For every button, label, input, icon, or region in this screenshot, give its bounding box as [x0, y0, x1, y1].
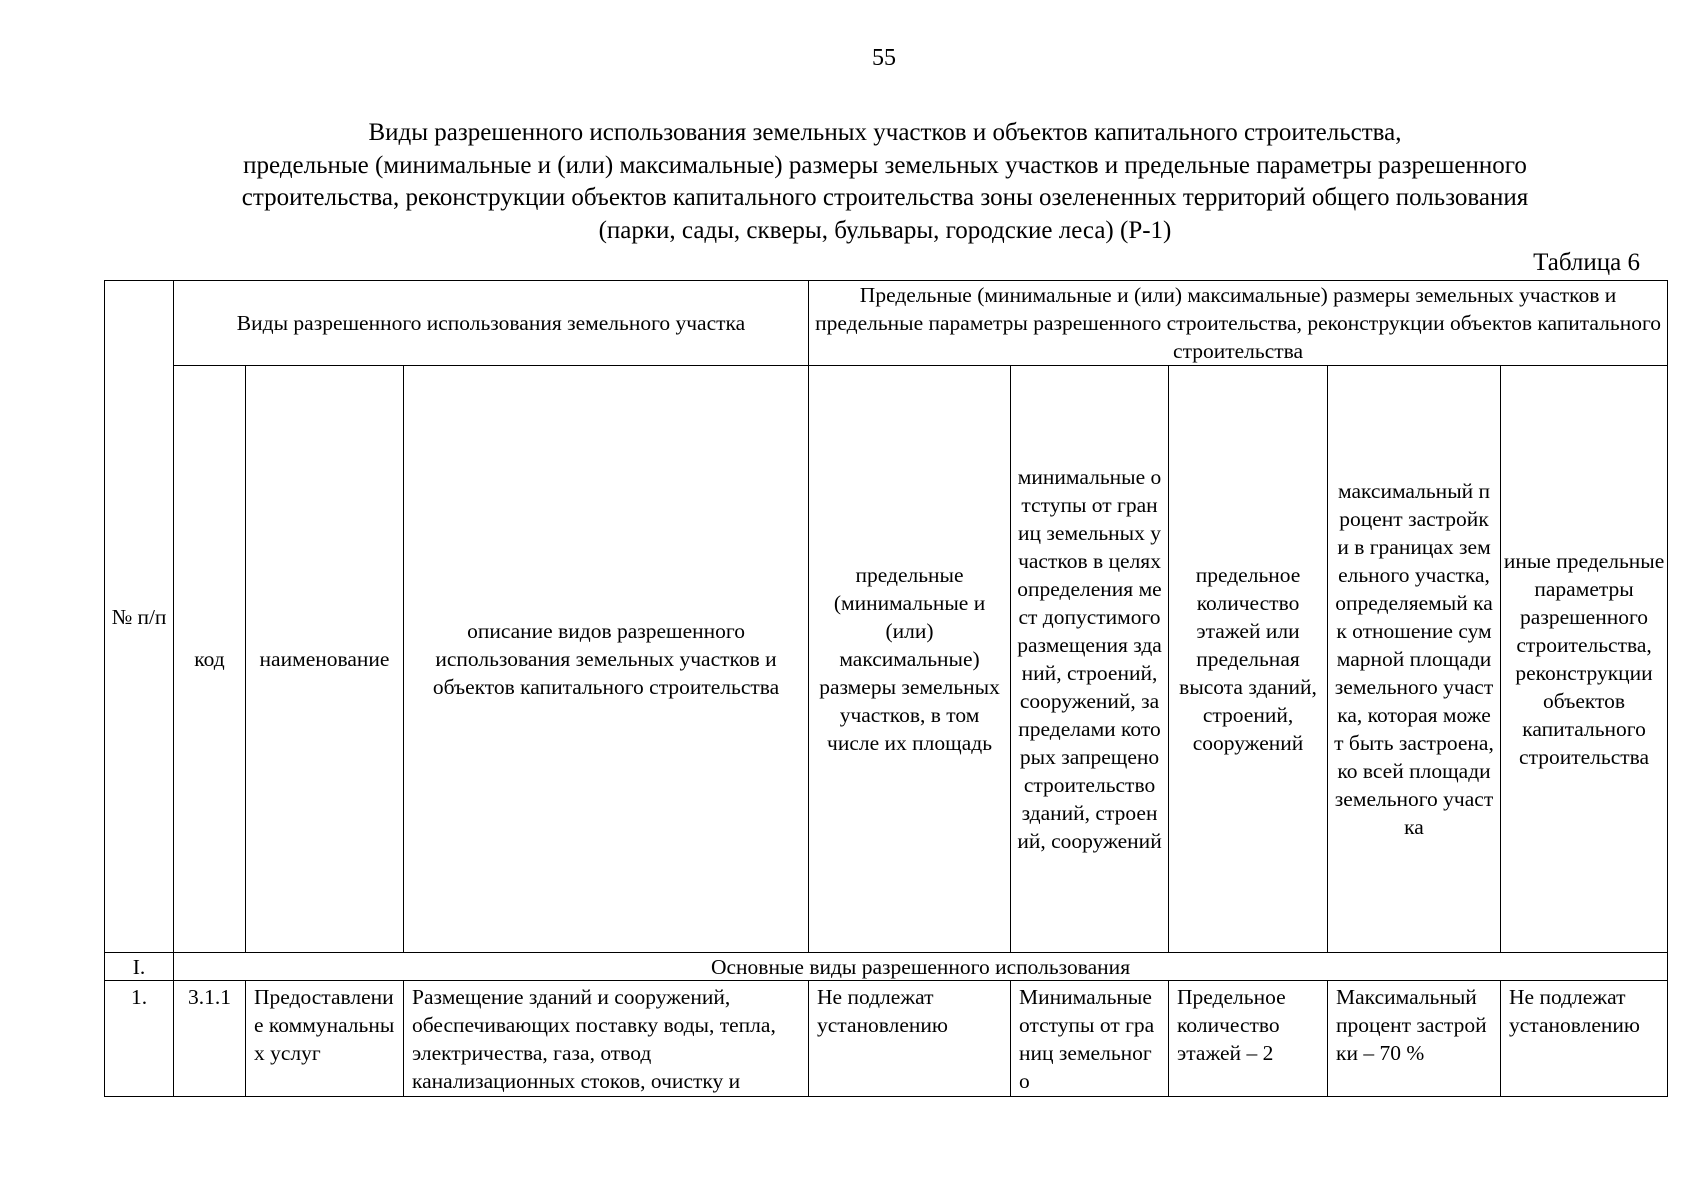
table-row — [105, 981, 1668, 1097]
title-line: Виды разрешенного использования земельных участков и объектов капитального строительства, — [368, 119, 1402, 146]
title-line: (парки, сады, скверы, бульвары, городские леса) (Р-1) — [598, 216, 1172, 244]
header-floors: предельное количество этажей или предельная высота зданий, строений, сооружений — [1169, 366, 1328, 953]
page-number: 55 — [872, 45, 896, 71]
header-num: № п/п — [105, 281, 174, 953]
document-title — [120, 117, 1650, 247]
title-line: строительства, реконструкции объектов капитального строительства зоны озелененных территорий общего пользования — [241, 184, 1529, 211]
row-floors: Предельное количество этажей – 2 — [1169, 981, 1328, 1097]
header-coverage: максимальный процент застройки в границах земельного участка, определяемый как отношение суммарной площади земельного участка, которая может быть застроена, ко всей площади земельного участка — [1328, 366, 1501, 953]
header-other: иные предельные параметры разрешенного строительства, реконструкции объектов капитального строительства — [1501, 366, 1668, 953]
section-row — [105, 953, 1668, 981]
row-name: Предоставление коммунальных услуг — [246, 981, 404, 1097]
title-line: предельные (минимальные и (или) максимальные) размеры земельных участков и предельные параметры разрешенного — [243, 151, 1527, 179]
regulations-table — [104, 280, 1668, 1097]
table-number: Таблица 6 — [1533, 249, 1640, 276]
header-size: предельные (минимальные и (или) максимальные) размеры земельных участков, в том числе их площадь — [809, 366, 1011, 953]
section-num: I. — [105, 953, 174, 981]
table-header-sub-row — [105, 366, 1668, 953]
table-header-group-row — [105, 281, 1668, 366]
header-group-params: Предельные (минимальные и (или) максимальные) размеры земельных участков и предельные параметры разрешенного строительства, реконструкции объектов капитального строительства — [809, 281, 1668, 366]
row-num: 1. — [105, 981, 174, 1097]
header-setback: минимальные отступы от границ земельных участков в целях определения мест допустимого размещения зданий, строений, сооружений, за пределами которых запрещено строительство зданий, строений, сооружений — [1011, 366, 1169, 953]
header-name: наименование — [246, 366, 404, 953]
row-setback: Минимальные отступы от границ земельного — [1011, 981, 1169, 1097]
row-code: 3.1.1 — [174, 981, 246, 1097]
row-other: Не подлежат установлению — [1501, 981, 1668, 1097]
row-size: Не подлежат установлению — [809, 981, 1011, 1097]
row-description: Размещение зданий и сооружений, обеспечивающих поставку воды, тепла, электричества, газа, отвод канализационных стоков, очистку и — [404, 981, 809, 1097]
row-coverage: Максимальный процент застройки – 70 % — [1328, 981, 1501, 1097]
header-description: описание видов разрешенного использования земельных участков и объектов капитального строительства — [404, 366, 809, 953]
header-code: код — [174, 366, 246, 953]
header-group-uses: Виды разрешенного использования земельного участка — [174, 281, 809, 366]
section-title: Основные виды разрешенного использования — [174, 953, 1668, 981]
